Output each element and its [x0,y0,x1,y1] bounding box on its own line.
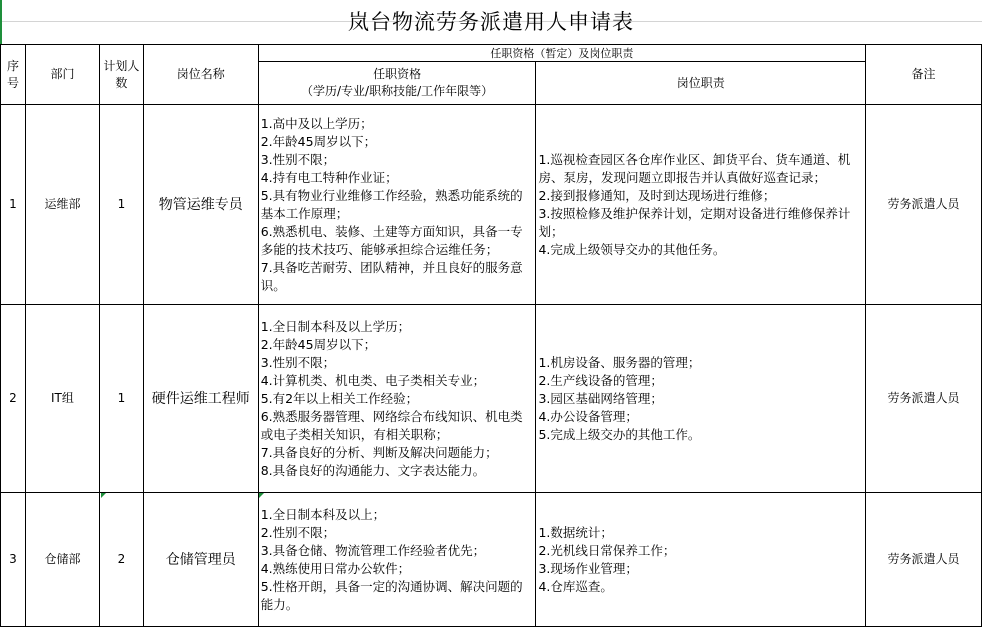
cell-seq[interactable]: 1 [1,105,26,305]
duty-item: 2.光机线日常保养工作； [538,542,676,558]
qualification-item: 2.性别不限； [260,524,336,540]
cell-comment-marker [259,493,264,498]
qualification-item: 2.年龄45周岁以下； [260,133,377,149]
cell-count[interactable]: 1 [99,105,143,305]
cell-remark[interactable]: 劳务派遣人员 [866,305,982,493]
qualification-item: 3.性别不限； [260,354,336,370]
header-qualifications[interactable] [258,62,536,105]
cell-duties[interactable] [536,305,866,493]
header-seq[interactable]: 序号 [1,45,26,105]
duty-item: 4.办公设备管理； [538,408,638,424]
cell-count[interactable]: 2 [99,493,143,627]
duty-item: 4.仓库巡查。 [538,578,613,594]
cell-duties[interactable] [536,493,866,627]
cell-duties[interactable] [536,105,866,305]
qualification-item: 4.熟练使用日常办公软件； [260,560,411,576]
header-remark[interactable]: 备注 [866,45,982,105]
qualification-item: 4.计算机类、机电类、电子类相关专业； [260,372,486,388]
table-row [1,105,982,305]
cell-remark[interactable]: 劳务派遣人员 [866,105,982,305]
cell-position[interactable]: 硬件运维工程师 [143,305,258,493]
header-duties[interactable]: 岗位职责 [536,62,866,105]
cell-dept[interactable]: 运维部 [25,105,99,305]
cell-dept[interactable]: 仓储部 [25,493,99,627]
header-dept[interactable]: 部门 [25,45,99,105]
application-table [0,44,982,627]
duty-item: 4.完成上级领导交办的其他任务。 [538,241,726,257]
header-position[interactable]: 岗位名称 [143,45,258,105]
page-title: 岚台物流劳务派遣用人申请表 [348,10,634,34]
duty-item: 5.完成上级交办的其他工作。 [538,426,701,442]
qualification-item: 1.全日制本科及以上； [260,506,386,522]
cell-qualifications[interactable] [258,105,536,305]
cell-remark[interactable]: 劳务派遣人员 [866,493,982,627]
duty-item: 2.接到报修通知，及时到达现场进行维修； [538,187,776,203]
cell-qualifications[interactable] [258,493,536,627]
qualification-item: 3.具备仓储、物流管理工作经验者优先； [260,542,486,558]
qualification-item: 4.持有电工特种作业证； [260,169,398,185]
qualification-item: 5.性格开朗，具备一定的沟通协调、解决问题的能力。 [260,578,523,612]
duty-item: 3.现场作业管理； [538,560,638,576]
qualification-item: 2.年龄45周岁以下； [260,336,377,352]
cell-position[interactable]: 物管运维专员 [143,105,258,305]
duty-item: 3.园区基础网络管理； [538,390,663,406]
cell-qualifications[interactable] [258,305,536,493]
duty-item: 1.巡视检查园区各仓库作业区、卸货平台、货车通道、机房、泵房，发现问题立即报告并认真做好巡查记录； [538,151,851,185]
cell-count[interactable]: 1 [99,305,143,493]
header-plan-count[interactable]: 计划人数 [99,45,143,105]
qualification-item: 5.具有物业行业维修工作经验，熟悉功能系统的基本工作原理； [260,187,523,221]
qualification-item: 6.熟悉服务器管理、网络综合布线知识、机电类或电子类相关知识，有相关职称； [260,408,523,442]
qualification-item: 8.具备良好的沟通能力、文字表达能力。 [260,462,486,478]
cell-dept[interactable]: IT组 [25,305,99,493]
qualification-item: 7.具备吃苦耐劳、团队精神，并且良好的服务意识。 [260,259,523,293]
table-row [1,493,982,627]
duty-item: 1.机房设备、服务器的管理； [538,354,701,370]
qualification-item: 1.全日制本科及以上学历； [260,318,411,334]
duty-item: 3.按照检修及维护保养计划，定期对设备进行维修保养计划； [538,205,851,239]
qualification-item: 3.性别不限； [260,151,336,167]
cell-position[interactable]: 仓储管理员 [143,493,258,627]
cell-comment-marker [101,493,106,498]
header-qual-group[interactable]: 任职资格（暂定）及岗位职责 [258,45,865,62]
qualification-item: 1.高中及以上学历； [260,115,373,131]
qualification-item: 7.具备良好的分析、判断及解决问题能力； [260,444,498,460]
cell-seq[interactable]: 3 [1,493,26,627]
qualification-item: 6.熟悉机电、装修、土建等方面知识，具备一专多能的技术技巧、能够承担综合运维任务； [260,223,523,257]
header-qual-subtitle: （学历/专业/职称技能/工作年限等） [301,84,494,98]
header-qual-title: 任职资格 [373,67,422,81]
qualification-item: 5.有2年以上相关工作经验； [260,390,419,406]
cell-seq[interactable]: 2 [1,305,26,493]
table-row [1,305,982,493]
duty-item: 1.数据统计； [538,524,613,540]
duty-item: 2.生产线设备的管理； [538,372,663,388]
